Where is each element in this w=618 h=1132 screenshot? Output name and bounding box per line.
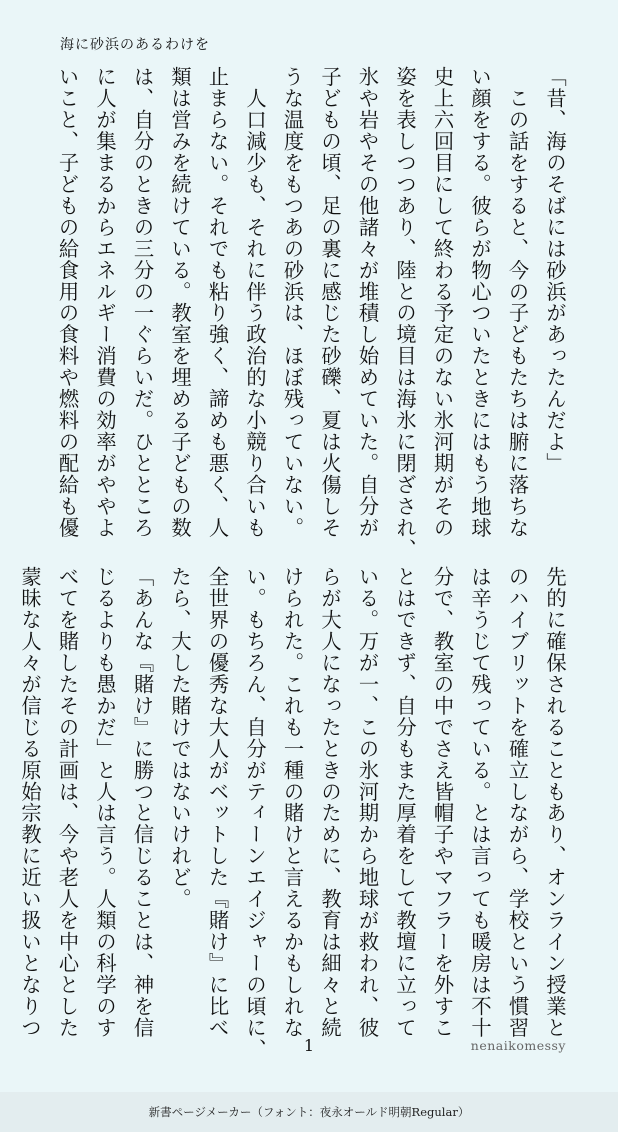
text-line: べてを賭したその計画は、今や老人を中心とした (55, 566, 80, 1039)
text-line: 子どもの頃、足の裏に感じた砂礫、夏は火傷しそ (318, 66, 342, 539)
text-line: 分で、教室の中でさえ皆帽子やマフラーを外すこ (430, 566, 455, 1039)
text-line: じるよりも愚かだ」と人は言う。人類の科学のす (93, 566, 117, 1039)
text-line: のハイブリットを確立しながら、学校という慣習 (505, 566, 530, 1039)
text-line: 「昔、海のそばには砂浜があったんだよ」 (543, 66, 567, 475)
text-line: うな温度をもつあの砂浜は、ほぼ残っていない。 (280, 66, 305, 539)
text-line: に人が集まるからエネルギー消費の効率がややよ (93, 66, 117, 539)
text-line: 全世界の優秀な大人がベットした『賭け』に比べ (205, 566, 230, 1039)
text-line: 「あんな『賭け』に勝つと信じることは、神を信 (130, 566, 155, 1039)
text-line: 蒙昧な人々が信じる原始宗教に近い扱いとなりつ (18, 566, 42, 1039)
text-line: いる。万が一、この氷河期から地球が救われ、彼 (355, 566, 380, 1039)
author-name: nenaikomessy (470, 1038, 566, 1053)
text-line: けられた。これも一種の賭けと言えるかもしれな (280, 566, 305, 1039)
header-title: 海に砂浜のあるわけを (60, 37, 210, 53)
text-line: は辛うじて残っている。とは言っても暖房は不十 (468, 566, 492, 1039)
text-line: とはできず、自分もまた厚着をして教壇に立って (393, 566, 417, 1039)
page-number: 1 (303, 1036, 315, 1055)
text-line: は、自分のときの三分の一ぐらいだ。ひとところ (130, 66, 155, 539)
text-line: 姿を表しつつあり、陸との境目は海氷に閉ざされ、 (393, 66, 417, 561)
text-block-top (48, 66, 573, 561)
text-line: い。もちろん、自分がティーンエイジャーの頃に、 (243, 566, 267, 1061)
text-line: いこと、子どもの給食用の食料や燃料の配給も優 (55, 66, 80, 539)
text-line: この話をすると、今の子どもたちは腑に落ちな (505, 66, 530, 539)
text-line: 先的に確保されることもあり、オンライン授業と (543, 566, 567, 1039)
text-line: 氷や岩やその他諸々が堆積し始めていた。自分が (355, 66, 380, 539)
text-line: い顔をする。彼らが物心ついたときにはもう地球 (468, 66, 492, 539)
text-line: 史上六回目にして終わる予定のない氷河期がその (430, 66, 455, 539)
footer-credit: 新書ページメーカー（フォント：夜永オールド明朝Regular） (0, 1092, 618, 1132)
text-line: らが大人になったときのために、教育は細々と続 (318, 566, 342, 1039)
text-line: たら、大した賭けではないけれど。 (168, 566, 192, 910)
text-line: 止まらない。それでも粘り強く、諦めも悪く、人 (205, 66, 230, 539)
text-line: 人口減少も、それに伴う政治的な小競り合いも (243, 66, 267, 539)
text-line: 類は営みを続けている。教室を埋める子どもの数 (168, 66, 192, 539)
